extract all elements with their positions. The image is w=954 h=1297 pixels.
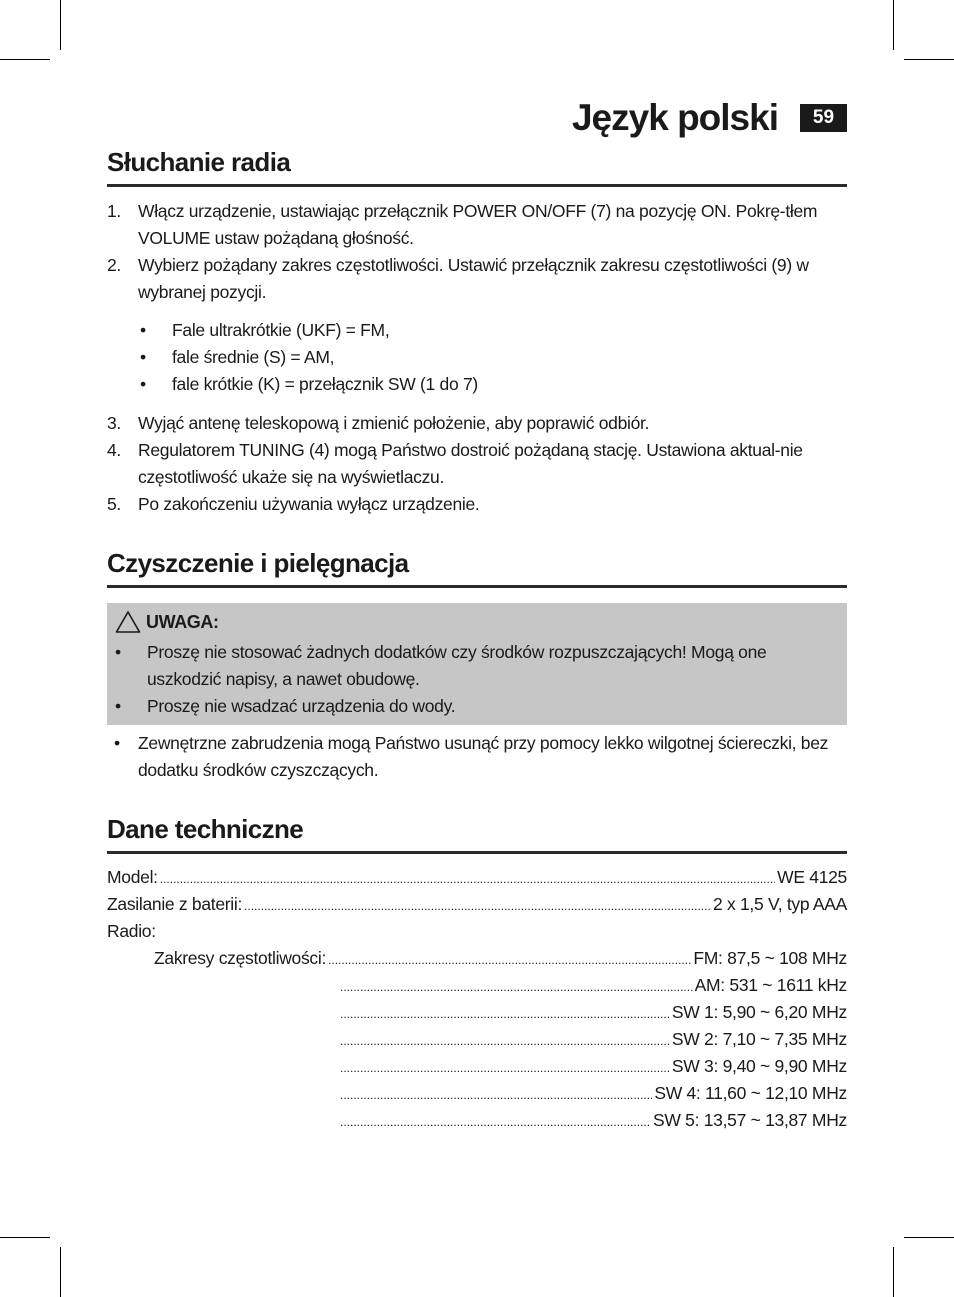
list-item <box>140 371 840 398</box>
spec-row-radio <box>107 918 847 945</box>
spec-value: SW 1: 5,90 ~ 6,20 MHz <box>671 1002 847 1022</box>
warning-list <box>115 639 843 720</box>
step-number: 3. <box>107 413 121 433</box>
spec-row-frequency <box>338 1026 847 1055</box>
spec-label: Zasilanie z baterii: <box>107 894 243 914</box>
spec-label: Zakresy częstotliwości: <box>154 948 327 968</box>
step-text: Wybierz pożądany zakres częstotliwości. Ustawić przełącznik zakresu częstotliwości (9) w wybranej pozycji. <box>138 255 809 302</box>
list-item <box>115 693 843 720</box>
spec-value: 2 x 1,5 V, typ AAA <box>712 894 847 914</box>
warning-box <box>107 603 847 725</box>
leader-dots <box>340 1028 670 1055</box>
list-item <box>107 437 847 491</box>
crop-mark <box>904 59 954 60</box>
leader-dots <box>328 947 691 974</box>
section-rule <box>107 851 847 854</box>
spec-value: SW 3: 9,40 ~ 9,90 MHz <box>671 1056 847 1076</box>
crop-mark <box>0 1237 50 1238</box>
warning-header <box>115 608 219 636</box>
section-heading-cleaning: Czyszczenie i pielęgnacja <box>107 548 409 578</box>
tip-text: Zewnętrzne zabrudzenia mogą Państwo usunąć przy pomocy lekko wilgotnej ściereczki, bez dodatku środków czyszczących. <box>138 733 829 780</box>
crop-mark <box>0 59 50 60</box>
section-rule <box>107 184 847 187</box>
spec-value: FM: 87,5 ~ 108 MHz <box>693 948 847 968</box>
band-text: fale średnie (S) = AM, <box>172 347 335 367</box>
page-number: 59 <box>800 104 847 132</box>
step-text: Regulatorem TUNING (4) mogą Państwo dostroić pożądaną stację. Ustawiona aktual-nie częstotliwość ukaże się na wyświetlaczu. <box>138 440 803 487</box>
spec-value: AM: 531 ~ 1611 kHz <box>694 975 847 995</box>
spec-row-frequency <box>338 972 847 1001</box>
crop-mark <box>904 1237 954 1238</box>
list-item <box>107 198 847 252</box>
step-text: Włącz urządzenie, ustawiając przełącznik POWER ON/OFF (7) na pozycję ON. Pokrę-tłem VOLUME ustaw pożądaną głośność. <box>138 201 818 248</box>
spec-value: SW 4: 11,60 ~ 12,10 MHz <box>654 1083 847 1103</box>
step-text: Po zakończeniu używania wyłącz urządzenie. <box>138 494 480 514</box>
spec-row-frequency <box>154 945 847 974</box>
leader-dots <box>340 1109 651 1136</box>
spec-row-battery <box>107 891 847 920</box>
list-item <box>115 639 843 693</box>
step-number: 4. <box>107 440 121 460</box>
warning-text: Proszę nie stosować żadnych dodatków czy środków rozpuszczających! Mogą one uszkodzić napisy, a nawet obudowę. <box>147 642 767 689</box>
radio-steps-list <box>107 198 847 306</box>
bullet: • <box>140 320 146 340</box>
step-text: Wyjąć antenę teleskopową i zmienić położenie, aby poprawić odbiór. <box>138 413 650 433</box>
warning-text: Proszę nie wsadzać urządzenia do wody. <box>147 696 456 716</box>
warning-triangle-icon <box>115 610 141 634</box>
band-text: fale krótkie (K) = przełącznik SW (1 do 7) <box>172 374 478 394</box>
spec-row-frequency <box>338 1080 847 1109</box>
crop-mark <box>60 1247 61 1297</box>
crop-mark <box>893 0 894 50</box>
leader-dots <box>340 974 693 1001</box>
bullet: • <box>114 733 120 753</box>
spec-value: WE 4125 <box>777 867 847 887</box>
spec-row-frequency <box>338 1107 847 1136</box>
section-heading-tech: Dane techniczne <box>107 814 304 844</box>
leader-dots <box>340 1001 670 1028</box>
leader-dots <box>340 1055 670 1082</box>
spec-value: SW 2: 7,10 ~ 7,35 MHz <box>671 1029 847 1049</box>
band-list <box>140 317 840 398</box>
list-item <box>107 410 847 437</box>
crop-mark <box>60 0 61 50</box>
bullet: • <box>140 347 146 367</box>
list-item <box>107 252 847 306</box>
warning-label: UWAGA: <box>146 611 219 632</box>
spec-row-model <box>107 864 847 893</box>
bullet: • <box>115 642 121 662</box>
bullet: • <box>115 696 121 716</box>
leader-dots <box>340 1082 652 1109</box>
section-rule <box>107 585 847 588</box>
spec-row-frequency <box>338 1053 847 1082</box>
cleaning-tip-list <box>107 730 847 784</box>
spec-value: SW 5: 13,57 ~ 13,87 MHz <box>653 1110 847 1130</box>
list-item <box>107 491 847 518</box>
radio-steps-list-continued <box>107 410 847 518</box>
crop-mark <box>893 1247 894 1297</box>
spec-label: Radio: <box>107 921 156 941</box>
step-number: 1. <box>107 201 121 221</box>
spec-label: Model: <box>107 867 158 887</box>
leader-dots <box>244 893 711 920</box>
spec-row-frequency <box>338 999 847 1028</box>
band-text: Fale ultrakrótkie (UKF) = FM, <box>172 320 390 340</box>
leader-dots <box>160 866 775 893</box>
section-heading-radio: Słuchanie radia <box>107 147 291 177</box>
step-number: 2. <box>107 255 121 275</box>
list-item <box>140 317 840 344</box>
list-item <box>107 730 847 784</box>
list-item <box>140 344 840 371</box>
page-title: Język polski <box>571 97 778 138</box>
step-number: 5. <box>107 494 121 514</box>
bullet: • <box>140 374 146 394</box>
